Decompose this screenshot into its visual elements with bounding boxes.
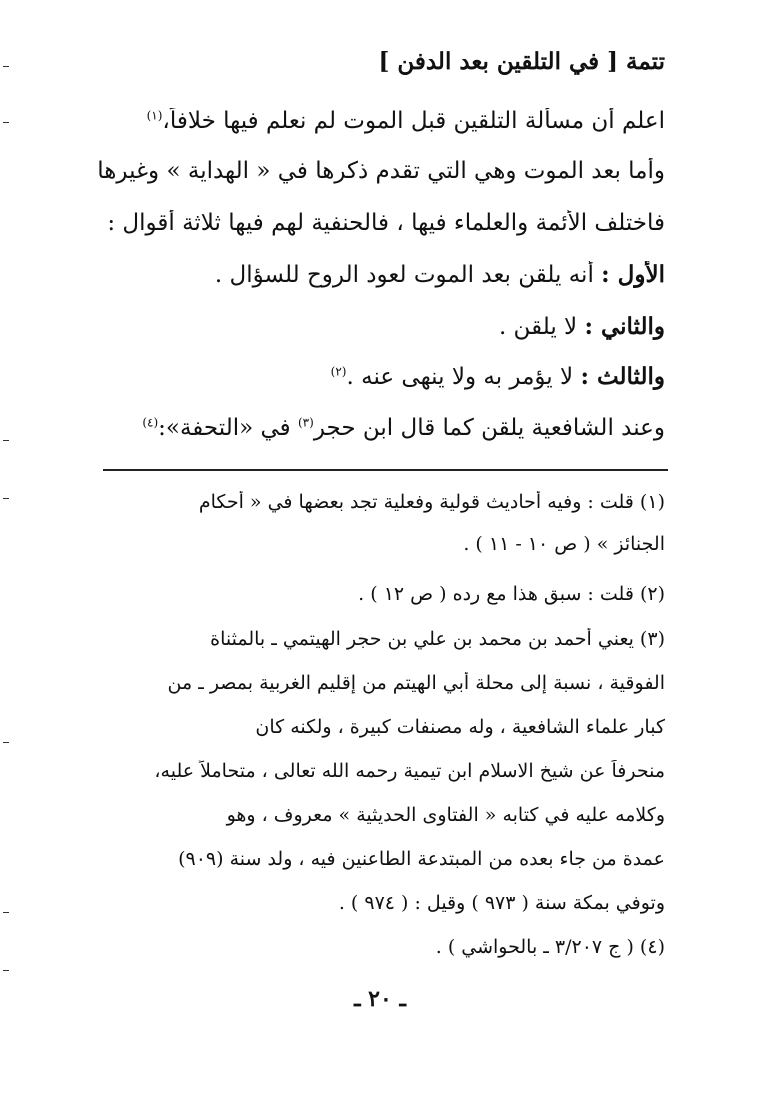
body-line [40,415,665,441]
body-text: وعند الشافعية يلقن كما قال ابن حجر [313,415,665,441]
margin-tick [3,440,9,441]
footnote-ref: (٢) [330,364,347,379]
opinion-text: أنه يلقن بعد الموت لعود الروح للسؤال . [214,262,594,288]
footnote-4: (٤) ( ج ٣/٢٠٧ ـ بالحواشي ) . [435,936,665,958]
body-line [40,108,665,134]
margin-tick [3,66,9,67]
opinion-label: الأول : [601,261,665,288]
opinion-label: والثالث : [580,363,665,390]
footnote-ref: (١) [146,108,163,123]
body-text: في «التحفة»: [158,415,291,441]
margin-tick [3,912,9,913]
footnote-3-cont: كبار علماء الشافعية ، وله مصنفات كبيرة ، ولكنه كان [255,716,665,738]
body-text: اعلم أن مسألة التلقين قبل الموت لم نعلم فيها خلافاً، [162,108,665,134]
footnote-3: (٣) يعني أحمد بن محمد بن علي بن حجر الهيتمي ـ بالمثناة [210,628,665,650]
margin-tick [3,742,9,743]
footnote-3-cont: وتوفي بمكة سنة ( ٩٧٣ ) وقيل : ( ٩٧٤ ) . [338,892,665,914]
page-number: ـ ٢٠ ـ [354,986,406,1012]
opinion-third [40,363,665,390]
opinion-first [40,261,665,288]
opinion-label: والثاني : [584,313,665,340]
footnote-1-cont: الجنائز » ( ص ١٠ - ١١ ) . [463,533,665,555]
footnote-3-cont: الفوقية ، نسبة إلى محلة أبي الهيتم من إقليم الغربية بمصر ـ من [167,672,665,694]
footnote-ref: (٣) [297,415,314,430]
footnote-3-cont: عمدة من جاء بعده من المبتدعة الطاعنين فيه ، ولد سنة (٩٠٩) [178,848,665,870]
footnote-3-cont: وكلامه عليه في كتابه « الفتاوى الحديثية » معروف ، وهو [226,804,665,826]
footnote-1: (١) قلت : وفيه أحاديث قولية وفعلية تجد بعضها في « أحكام [198,491,665,513]
section-heading: تتمة [ في التلقين بعد الدفن ] [378,48,665,75]
footnote-3-cont: منحرفاً عن شيخ الاسلام ابن تيمية رحمه الله تعالى ، متحاملاً عليه، [154,760,665,782]
opinion-text: لا يلقن . [498,314,578,340]
margin-tick [3,498,9,499]
body-line: وأما بعد الموت وهي التي تقدم ذكرها في « الهداية » وغيرها [97,158,665,184]
footnote-ref: (٤) [142,415,159,430]
opinion-text: لا يؤمر به ولا ينهى عنه . [346,364,574,390]
margin-tick [3,970,9,971]
body-line: فاختلف الأئمة والعلماء فيها ، فالحنفية لهم فيها ثلاثة أقوال : [107,210,665,236]
footnote-separator [103,469,668,471]
footnote-2: (٢) قلت : سبق هذا مع رده ( ص ١٢ ) . [358,583,665,605]
margin-tick [3,122,9,123]
opinion-second [40,313,665,340]
